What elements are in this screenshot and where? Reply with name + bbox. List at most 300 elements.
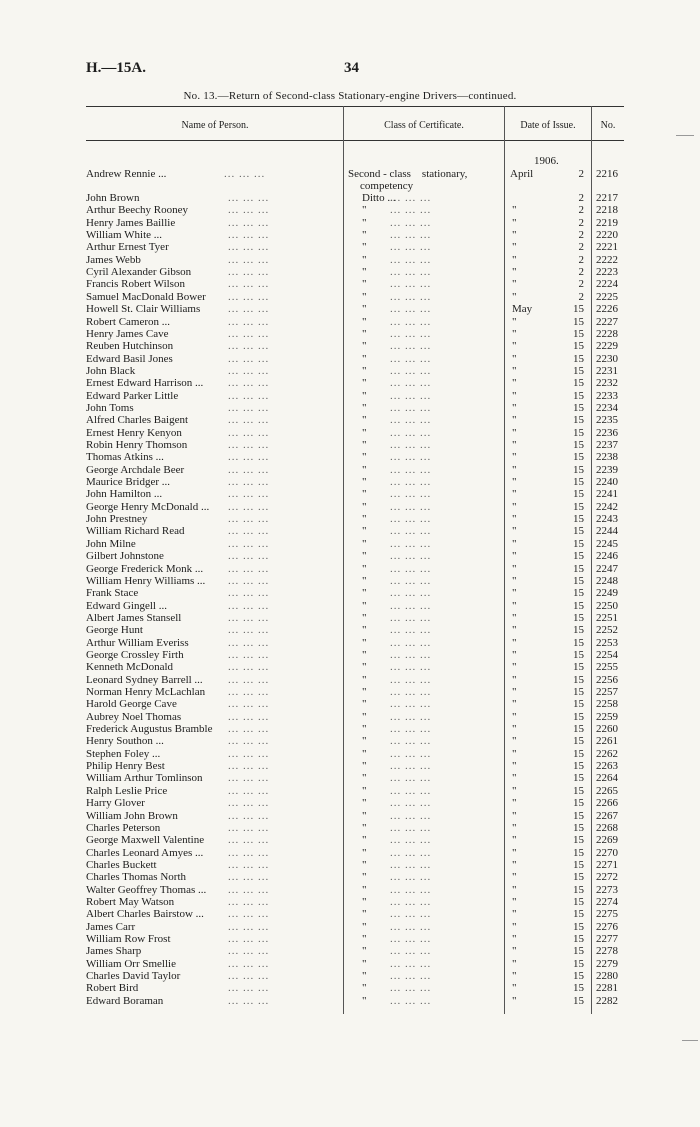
leader-dots: ... ... ... [390,760,432,772]
leader-dots: ... ... ... [390,785,432,797]
leader-dots: ... ... ... [228,575,270,587]
leader-dots: ... ... ... [390,278,432,290]
leader-dots: ... ... ... [390,896,432,908]
leader-dots: ... ... ... [228,834,270,846]
certificate-class: " [362,266,367,278]
issue-day: 15 [573,563,584,575]
certificate-class: " [362,982,367,994]
certificate-class: " [362,414,367,426]
leader-dots: ... ... ... [390,797,432,809]
series-code: H.—15A. [86,60,146,76]
certificate-number: 2282 [596,995,618,1007]
issue-month: " [512,340,517,352]
issue-month: " [512,896,517,908]
certificate-class: " [362,674,367,686]
issue-month: " [512,464,517,476]
issue-day: 15 [573,340,584,352]
leader-dots: ... ... ... [228,365,270,377]
column-header-no: No. [600,120,616,131]
issue-day: 15 [573,661,584,673]
issue-day: 15 [573,550,584,562]
leader-dots: ... ... ... [228,847,270,859]
issue-day: 15 [573,538,584,550]
leader-dots: ... ... ... [390,587,432,599]
leader-dots: ... ... ... [390,970,432,982]
year-label: 1906. [534,155,559,167]
leader-dots: ... ... ... [390,464,432,476]
issue-month: " [512,278,517,290]
issue-day: 15 [573,970,584,982]
leader-dots: ... ... ... [228,427,270,439]
issue-month: " [512,353,517,365]
person-name: John Brown [86,192,140,204]
leader-dots: ... ... ... [390,847,432,859]
leader-dots: ... ... ... [228,661,270,673]
issue-day: 15 [573,723,584,735]
certificate-class: " [362,377,367,389]
person-name: Kenneth McDonald [86,661,174,673]
header-rule [86,140,624,141]
leader-dots: ... ... ... [228,229,270,241]
certificate-class: " [362,204,367,216]
leader-dots: ... ... ... [228,563,270,575]
divider-class-date [504,106,505,1014]
leader-dots: ... ... ... [228,390,270,402]
issue-month: " [512,698,517,710]
certificate-class: " [362,513,367,525]
leader-dots: ... ... ... [390,871,432,883]
leader-dots: ... ... ... [228,439,270,451]
issue-day: 15 [573,427,584,439]
issue-month: " [512,414,517,426]
issue-month: " [512,427,517,439]
leader-dots: ... ... ... [390,192,432,204]
first-entry-no: 2216 [596,168,618,180]
issue-month: " [512,772,517,784]
certificate-number: 2277 [596,933,618,945]
issue-month: " [512,970,517,982]
certificate-class: " [362,291,367,303]
issue-day: 15 [573,797,584,809]
leader-dots: ... ... ... [390,859,432,871]
leader-dots: ... ... ... [228,896,270,908]
leader-dots: ... ... ... [390,525,432,537]
issue-day: 15 [573,525,584,537]
leader-dots: ... ... ... [228,266,270,278]
certificate-number: 2242 [596,501,618,513]
person-name: Maurice Bridger ... [86,476,170,488]
issue-day: 2 [578,291,584,303]
leader-dots: ... ... ... [390,982,432,994]
certificate-class: " [362,772,367,784]
issue-month: " [512,563,517,575]
leader-dots: ... ... ... [228,192,270,204]
issue-day: 15 [573,822,584,834]
certificate-number: 2268 [596,822,618,834]
issue-day: 15 [573,451,584,463]
certificate-class: " [362,834,367,846]
certificate-class: " [362,797,367,809]
issue-day: 15 [573,921,584,933]
first-entry-month: April [510,168,534,180]
issue-day: 15 [573,649,584,661]
issue-day: 2 [578,217,584,229]
leader-dots: ... ... ... [228,760,270,772]
certificate-number: 2265 [596,785,618,797]
leader-dots: ... ... ... [228,637,270,649]
leader-dots: ... ... ... [228,451,270,463]
leader-dots: ... ... ... [228,328,270,340]
issue-month: " [512,291,517,303]
issue-month: " [512,538,517,550]
certificate-number: 2272 [596,871,618,883]
leader-dots: ... ... ... [390,316,432,328]
person-name: Robert May Watson [86,896,175,908]
person-name: Charles David Taylor [86,970,181,982]
certificate-number: 2256 [596,674,618,686]
issue-day: 15 [573,316,584,328]
certificate-class: " [362,649,367,661]
certificate-class: " [362,390,367,402]
certificate-number: 2253 [596,637,618,649]
leader-dots: ... ... ... [390,674,432,686]
leader-dots: ... ... ... [228,204,270,216]
certificate-number: 2278 [596,945,618,957]
issue-month: " [512,859,517,871]
leader-dots: ... ... ... [228,859,270,871]
person-name: Aubrey Noel Thomas [86,711,182,723]
issue-month: " [512,328,517,340]
issue-day: 2 [578,192,584,204]
issue-day: 15 [573,884,584,896]
certificate-class: " [362,785,367,797]
person-name: Henry James Cave [86,328,169,340]
leader-dots: ... ... ... [390,538,432,550]
margin-mark [682,1040,698,1041]
certificate-number: 2252 [596,624,618,636]
certificate-class: " [362,427,367,439]
leader-dots: ... ... ... [390,933,432,945]
issue-month: " [512,834,517,846]
leader-dots: ... ... ... [228,785,270,797]
leader-dots: ... ... ... [228,501,270,513]
person-name: Leonard Sydney Barrell ... [86,674,203,686]
leader-dots: ... ... ... [228,291,270,303]
person-name: Charles Leonard Amyes ... [86,847,204,859]
leader-dots: ... ... ... [228,476,270,488]
leader-dots: ... ... ... [390,772,432,784]
certificate-number: 2236 [596,427,618,439]
certificate-class: Ditto ... [362,192,396,204]
issue-day: 15 [573,513,584,525]
issue-day: 15 [573,933,584,945]
issue-day: 15 [573,414,584,426]
certificate-class: " [362,908,367,920]
certificate-class: " [362,402,367,414]
leader-dots: ... ... ... [228,278,270,290]
issue-day: 15 [573,390,584,402]
certificate-number: 2240 [596,476,618,488]
leader-dots: ... ... ... [228,550,270,562]
certificate-class: " [362,550,367,562]
certificate-class: " [362,711,367,723]
certificate-class: " [362,365,367,377]
leader-dots: ... ... ... [228,958,270,970]
certificate-class: " [362,464,367,476]
leader-dots: ... ... ... [390,488,432,500]
certificate-class: " [362,661,367,673]
issue-month: " [512,525,517,537]
leader-dots: ... ... ... [228,723,270,735]
margin-mark [676,135,694,136]
certificate-class: " [362,810,367,822]
certificate-number: 2225 [596,291,618,303]
leader-dots: ... ... ... [228,340,270,352]
issue-day: 15 [573,303,584,315]
leader-dots: ... ... ... [390,637,432,649]
leader-dots: ... ... ... [390,291,432,303]
certificate-number: 2220 [596,229,618,241]
leader-dots: ... ... ... [228,822,270,834]
person-name: William Richard Read [86,525,185,537]
issue-month: " [512,810,517,822]
certificate-class: " [362,439,367,451]
issue-month: " [512,501,517,513]
issue-day: 15 [573,785,584,797]
person-name: Arthur Beechy Rooney [86,204,189,216]
leader-dots: ... ... ... [228,933,270,945]
leader-dots: ... ... ... [390,550,432,562]
person-name: John Prestney [86,513,148,525]
certificate-class: " [362,563,367,575]
leader-dots: ... ... ... [228,945,270,957]
issue-day: 15 [573,488,584,500]
issue-day: 15 [573,871,584,883]
certificate-number: 2245 [596,538,618,550]
certificate-number: 2233 [596,390,618,402]
issue-day: 15 [573,575,584,587]
certificate-number: 2223 [596,266,618,278]
issue-day: 15 [573,402,584,414]
person-name: William John Brown [86,810,178,822]
leader-dots: ... ... ... [228,488,270,500]
certificate-number: 2260 [596,723,618,735]
leader-dots: ... ... ... [228,612,270,624]
issue-month: " [512,822,517,834]
person-name: George Crossley Firth [86,649,184,661]
certificate-class: " [362,958,367,970]
issue-month: " [512,476,517,488]
issue-day: 2 [578,241,584,253]
issue-day: 2 [578,204,584,216]
certificate-class: " [362,575,367,587]
certificate-number: 2254 [596,649,618,661]
leader-dots: ... ... ... [390,908,432,920]
certificate-number: 2237 [596,439,618,451]
issue-month: " [512,785,517,797]
leader-dots: ... ... ... [390,501,432,513]
certificate-number: 2258 [596,698,618,710]
certificate-class: " [362,525,367,537]
issue-month: " [512,945,517,957]
leader-dots: ... ... ... [228,748,270,760]
certificate-class: " [362,316,367,328]
issue-month: " [512,711,517,723]
person-name: George Frederick Monk ... [86,563,204,575]
person-name: Arthur Ernest Tyer [86,241,169,253]
certificate-number: 2273 [596,884,618,896]
issue-month: " [512,760,517,772]
certificate-number: 2271 [596,859,618,871]
person-name: Stephen Foley ... [86,748,161,760]
person-name: Charles Peterson [86,822,161,834]
leader-dots: ... ... ... [228,921,270,933]
certificate-class: " [362,501,367,513]
issue-month: " [512,241,517,253]
person-name: George Maxwell Valentine [86,834,205,846]
certificate-number: 2276 [596,921,618,933]
person-name: Arthur William Everiss [86,637,189,649]
issue-day: 15 [573,834,584,846]
certificate-number: 2264 [596,772,618,784]
person-name: Harold George Cave [86,698,177,710]
first-entry-dots: ... ... ... [224,168,266,180]
issue-month: " [512,748,517,760]
issue-day: 15 [573,377,584,389]
leader-dots: ... ... ... [390,575,432,587]
leader-dots: ... ... ... [390,204,432,216]
person-name: John Milne [86,538,136,550]
leader-dots: ... ... ... [390,600,432,612]
person-name: William Orr Smellie [86,958,176,970]
leader-dots: ... ... ... [390,303,432,315]
person-name: Francis Robert Wilson [86,278,185,290]
person-name: Philip Henry Best [86,760,165,772]
leader-dots: ... ... ... [390,958,432,970]
leader-dots: ... ... ... [390,612,432,624]
issue-day: 15 [573,439,584,451]
issue-month: " [512,217,517,229]
leader-dots: ... ... ... [390,353,432,365]
certificate-class: " [362,748,367,760]
issue-day: 2 [578,229,584,241]
person-name: Harry Glover [86,797,145,809]
leader-dots: ... ... ... [390,439,432,451]
certificate-number: 2250 [596,600,618,612]
certificate-number: 2262 [596,748,618,760]
leader-dots: ... ... ... [228,884,270,896]
leader-dots: ... ... ... [390,661,432,673]
person-name: William White ... [86,229,163,241]
first-entry-name: Andrew Rennie ... [86,168,167,180]
certificate-number: 2247 [596,563,618,575]
leader-dots: ... ... ... [228,402,270,414]
leader-dots: ... ... ... [390,649,432,661]
leader-dots: ... ... ... [390,698,432,710]
issue-month: " [512,266,517,278]
leader-dots: ... ... ... [228,982,270,994]
leader-dots: ... ... ... [228,711,270,723]
certificate-number: 2241 [596,488,618,500]
certificate-number: 2251 [596,612,618,624]
issue-day: 15 [573,501,584,513]
leader-dots: ... ... ... [390,945,432,957]
leader-dots: ... ... ... [390,921,432,933]
leader-dots: ... ... ... [390,822,432,834]
issue-day: 15 [573,748,584,760]
certificate-class: " [362,340,367,352]
leader-dots: ... ... ... [390,241,432,253]
person-name: William Henry Williams ... [86,575,206,587]
person-name: William Row Frost [86,933,171,945]
leader-dots: ... ... ... [228,377,270,389]
certificate-class: " [362,945,367,957]
leader-dots: ... ... ... [228,735,270,747]
certificate-number: 2224 [596,278,618,290]
person-name: George Hunt [86,624,143,636]
certificate-class: " [362,624,367,636]
leader-dots: ... ... ... [390,254,432,266]
certificate-number: 2281 [596,982,618,994]
person-name: John Black [86,365,136,377]
issue-month: " [512,550,517,562]
certificate-number: 2228 [596,328,618,340]
issue-day: 15 [573,476,584,488]
person-name: Robin Henry Thomson [86,439,188,451]
leader-dots: ... ... ... [228,797,270,809]
certificate-number: 2243 [596,513,618,525]
certificate-class: " [362,847,367,859]
certificate-number: 2218 [596,204,618,216]
certificate-class: " [362,970,367,982]
issue-day: 15 [573,612,584,624]
issue-month: " [512,204,517,216]
leader-dots: ... ... ... [228,600,270,612]
issue-month: " [512,254,517,266]
person-name: Thomas Atkins ... [86,451,164,463]
certificate-number: 2259 [596,711,618,723]
leader-dots: ... ... ... [228,538,270,550]
certificate-class: " [362,884,367,896]
issue-day: 15 [573,711,584,723]
certificate-class: " [362,871,367,883]
certificate-number: 2221 [596,241,618,253]
issue-month: " [512,797,517,809]
issue-month: " [512,316,517,328]
person-name: Frank Stace [86,587,139,599]
first-entry-class-line2: competency [360,180,414,192]
certificate-number: 2239 [596,464,618,476]
certificate-number: 2227 [596,316,618,328]
certificate-class: " [362,241,367,253]
column-header-class: Class of Certificate. [384,120,464,131]
issue-day: 15 [573,587,584,599]
leader-dots: ... ... ... [390,834,432,846]
issue-month: " [512,600,517,612]
leader-dots: ... ... ... [228,772,270,784]
leader-dots: ... ... ... [228,241,270,253]
certificate-number: 2267 [596,810,618,822]
leader-dots: ... ... ... [390,624,432,636]
leader-dots: ... ... ... [390,810,432,822]
certificate-number: 2270 [596,847,618,859]
certificate-class: " [362,476,367,488]
leader-dots: ... ... ... [228,303,270,315]
leader-dots: ... ... ... [228,587,270,599]
person-name: Henry Southon ... [86,735,164,747]
person-name: Robert Cameron ... [86,316,171,328]
leader-dots: ... ... ... [228,686,270,698]
